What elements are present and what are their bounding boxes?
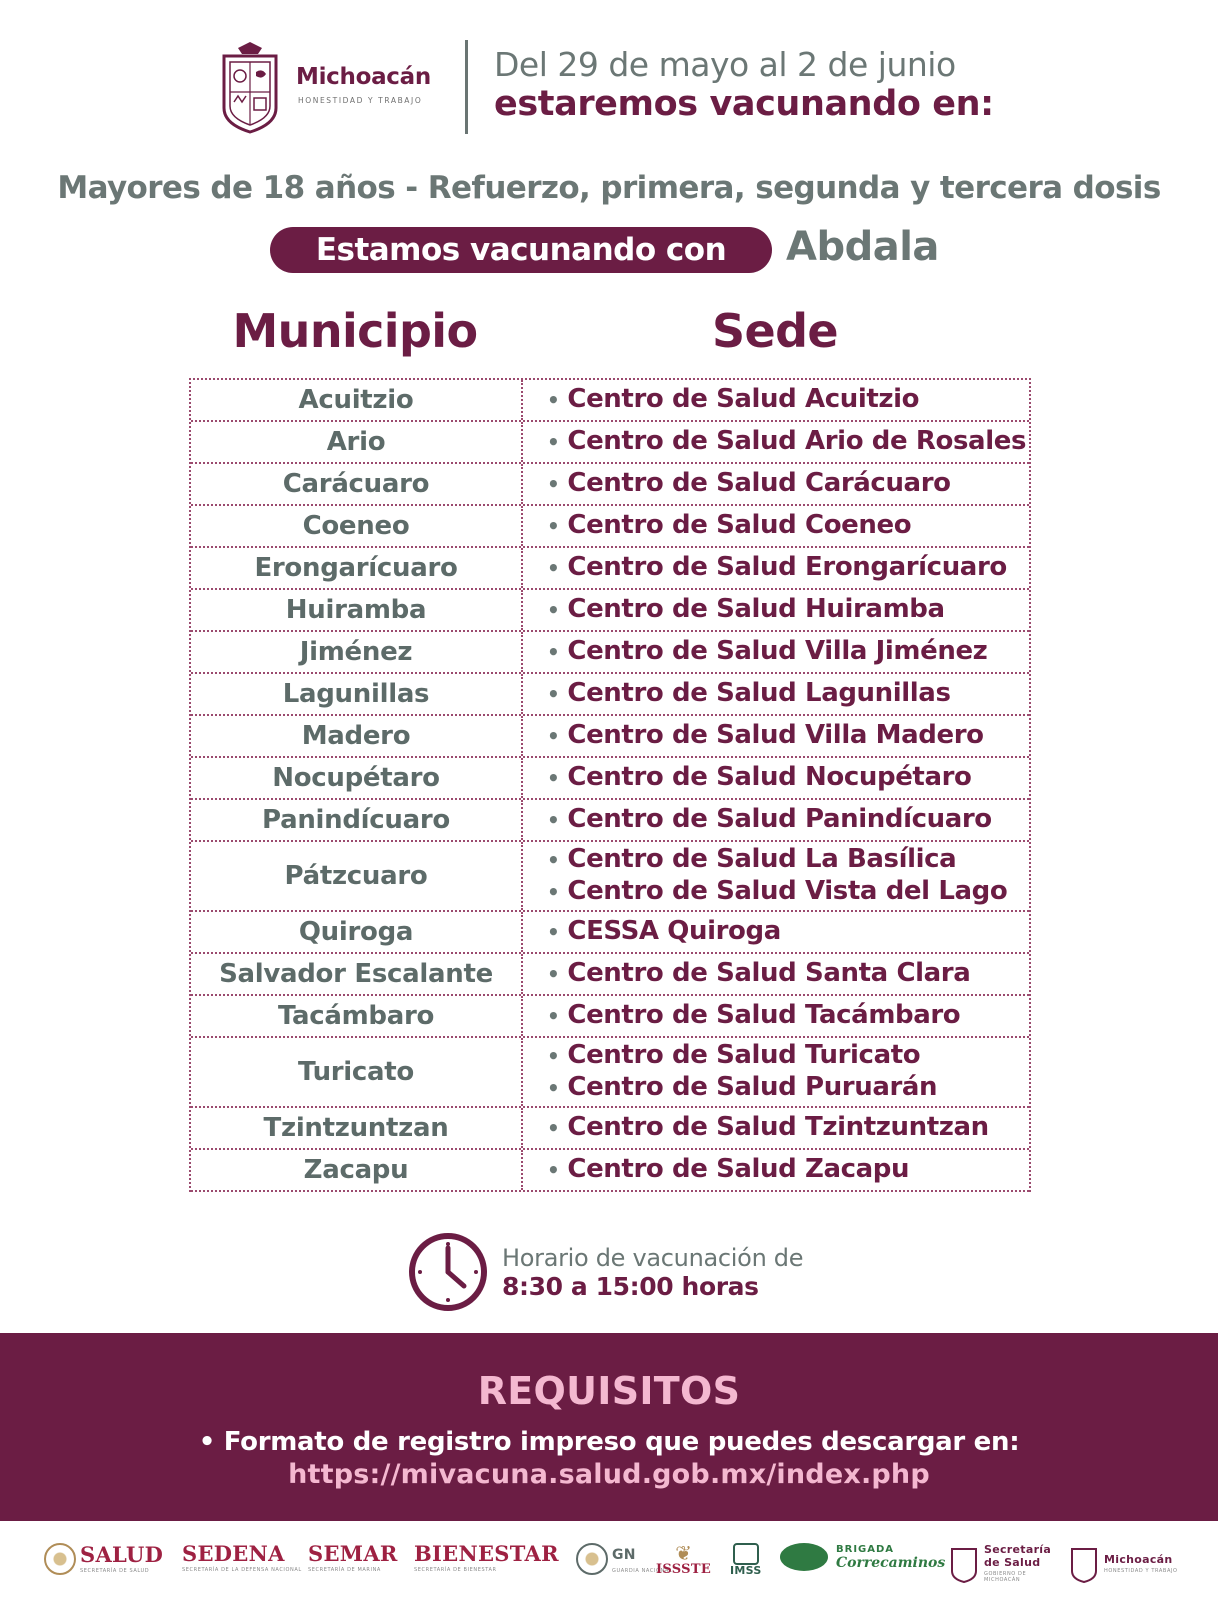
- sede-cell: [523, 1108, 1029, 1148]
- sede-name: CESSA Quiroga: [567, 916, 781, 946]
- sede-name: Centro de Salud Lagunillas: [567, 678, 951, 708]
- table-row: [191, 716, 1029, 758]
- sede-item: [547, 384, 1029, 416]
- sede-name: Centro de Salud Tacámbaro: [567, 1000, 961, 1030]
- bullet-icon: •: [547, 556, 560, 580]
- sede-item: [547, 804, 1029, 836]
- municipio-cell: Nocupétaro: [191, 758, 523, 798]
- sponsor-logos: [0, 1531, 1218, 1600]
- bullet-icon: •: [547, 598, 560, 622]
- sede-item: [547, 1072, 1029, 1104]
- sede-cell: [523, 464, 1029, 504]
- bullet-icon: •: [547, 766, 560, 790]
- eagle-seal-icon: [44, 1543, 76, 1575]
- brand-name: Michoacán: [296, 64, 431, 90]
- municipio-cell: Jiménez: [191, 632, 523, 672]
- sede-name: Centro de Salud Turicato: [567, 1040, 921, 1070]
- issste-logo: ❦ ISSSTE: [656, 1541, 712, 1577]
- target-audience: Mayores de 18 años - Refuerzo, primera, segunda y tercera dosis: [57, 170, 1161, 206]
- sede-item: [547, 762, 1029, 794]
- municipio-cell: Huiramba: [191, 590, 523, 630]
- table-row: [191, 996, 1029, 1038]
- schedule-label: Horario de vacunación de: [502, 1244, 804, 1272]
- table-row: [191, 912, 1029, 954]
- sede-name: Centro de Salud Acuitzio: [567, 384, 920, 414]
- municipio-cell: Erongarícuaro: [191, 548, 523, 588]
- sede-item: [547, 916, 1029, 948]
- requirements-title: REQUISITOS: [477, 1369, 741, 1413]
- sede-cell: [523, 758, 1029, 798]
- table-row: [191, 1038, 1029, 1108]
- sede-cell: [523, 912, 1029, 952]
- table-row: [191, 464, 1029, 506]
- michoacan-crest-icon: [218, 38, 282, 136]
- gn-seal-icon: [576, 1543, 608, 1575]
- sede-item: [547, 1154, 1029, 1186]
- sedena-logo: SEDENA SECRETARÍA DE LA DEFENSA NACIONAL: [182, 1541, 302, 1573]
- bullet-icon: •: [547, 388, 560, 412]
- table-row: [191, 506, 1029, 548]
- column-header-sede: Sede: [711, 304, 839, 358]
- sede-cell: [523, 842, 1029, 910]
- municipio-cell: Pátzcuaro: [191, 842, 523, 910]
- bullet-icon: •: [547, 1044, 560, 1068]
- bullet-icon: •: [547, 920, 560, 944]
- bullet-icon: •: [547, 430, 560, 454]
- sede-item: [547, 510, 1029, 542]
- brand-motto: HONESTIDAD Y TRABAJO: [298, 96, 423, 105]
- sede-item: [547, 594, 1029, 626]
- bullet-icon: •: [547, 682, 560, 706]
- table-row: [191, 380, 1029, 422]
- campaign-dates: Del 29 de mayo al 2 de junio: [494, 45, 956, 84]
- municipio-cell: Coeneo: [191, 506, 523, 546]
- sede-name: Centro de Salud La Basílica: [567, 844, 957, 874]
- sede-name: Centro de Salud Tzintzuntzan: [567, 1112, 989, 1142]
- sede-item: [547, 876, 1029, 908]
- column-header-municipio: Municipio: [232, 304, 478, 358]
- sede-cell: [523, 422, 1029, 462]
- sede-cell: [523, 674, 1029, 714]
- bullet-icon: •: [547, 848, 560, 872]
- sede-cell: [523, 1150, 1029, 1190]
- sede-name: Centro de Salud Coeneo: [567, 510, 912, 540]
- sede-name: Centro de Salud Ario de Rosales: [567, 426, 1027, 456]
- municipio-cell: Acuitzio: [191, 380, 523, 420]
- requirements-section: [0, 1333, 1218, 1521]
- sede-item: [547, 844, 1029, 876]
- sede-name: Centro de Salud Santa Clara: [567, 958, 971, 988]
- bienestar-logo: BIENESTAR SECRETARÍA DE BIENESTAR: [414, 1541, 559, 1573]
- table-row: [191, 954, 1029, 996]
- sede-name: Centro de Salud Villa Jiménez: [567, 636, 988, 666]
- municipio-cell: Zacapu: [191, 1150, 523, 1190]
- bullet-icon: •: [547, 640, 560, 664]
- sede-cell: [523, 954, 1029, 994]
- sede-item: [547, 1112, 1029, 1144]
- imss-emblem-icon: [733, 1543, 759, 1565]
- sede-name: Centro de Salud Puruarán: [567, 1072, 938, 1102]
- sede-cell: [523, 632, 1029, 672]
- vaccination-sites-table: [189, 378, 1031, 1192]
- sede-name: Centro de Salud Nocupétaro: [567, 762, 972, 792]
- municipio-cell: Turicato: [191, 1038, 523, 1106]
- brigada-correcaminos-logo: BRIGADA Correcaminos: [780, 1543, 945, 1571]
- sede-name: Centro de Salud Zacapu: [567, 1154, 910, 1184]
- table-row: [191, 758, 1029, 800]
- campaign-headline: estaremos vacunando en:: [494, 84, 994, 124]
- sede-cell: [523, 548, 1029, 588]
- salud-logo: SALUD SECRETARÍA DE SALUD: [44, 1543, 163, 1575]
- sede-item: [547, 426, 1029, 458]
- imss-logo: IMSS: [730, 1543, 762, 1577]
- municipio-cell: Ario: [191, 422, 523, 462]
- sede-item: [547, 636, 1029, 668]
- sede-item: [547, 1040, 1029, 1072]
- sede-cell: [523, 996, 1029, 1036]
- sede-item: [547, 468, 1029, 500]
- municipio-cell: Tzintzuntzan: [191, 1108, 523, 1148]
- sede-name: Centro de Salud Carácuaro: [567, 468, 951, 498]
- table-row: [191, 674, 1029, 716]
- bullet-icon: •: [547, 808, 560, 832]
- sede-name: Centro de Salud Erongarícuaro: [567, 552, 1007, 582]
- sede-item: [547, 1000, 1029, 1032]
- table-row: [191, 632, 1029, 674]
- bullet-icon: •: [547, 514, 560, 538]
- municipio-cell: Madero: [191, 716, 523, 756]
- sede-cell: [523, 380, 1029, 420]
- semar-logo: SEMAR SECRETARÍA DE MARINA: [308, 1541, 398, 1573]
- municipio-cell: Salvador Escalante: [191, 954, 523, 994]
- sede-name: Centro de Salud Villa Madero: [567, 720, 984, 750]
- registration-url-link[interactable]: https://mivacuna.salud.gob.mx/index.php: [288, 1459, 930, 1490]
- header: [0, 34, 1218, 140]
- table-row: [191, 842, 1029, 912]
- table-row: [191, 1150, 1029, 1192]
- sede-cell: [523, 590, 1029, 630]
- clock-icon: [408, 1232, 488, 1312]
- table-row: [191, 800, 1029, 842]
- michoacan-crest-small-icon: [950, 1543, 978, 1583]
- guardia-nacional-logo: GN GUARDIA NACIONAL: [576, 1543, 672, 1575]
- michoacan-footer-logo: Michoacán HONESTIDAD Y TRABAJO: [1070, 1543, 1178, 1583]
- municipio-cell: Tacámbaro: [191, 996, 523, 1036]
- bullet-icon: •: [547, 880, 560, 904]
- bullet-icon: •: [547, 1004, 560, 1028]
- secretaria-salud-michoacan-logo: Secretaría de Salud GOBIERNO DE MICHOACÁN: [950, 1543, 1046, 1583]
- sede-item: [547, 552, 1029, 584]
- table-row: [191, 590, 1029, 632]
- sede-name: Centro de Salud Panindícuaro: [567, 804, 992, 834]
- michoacan-crest-footer-icon: [1070, 1543, 1098, 1583]
- table-row: [191, 1108, 1029, 1150]
- municipio-cell: Carácuaro: [191, 464, 523, 504]
- issste-emblem-icon: ❦: [675, 1541, 692, 1565]
- bullet-icon: •: [547, 962, 560, 986]
- sede-cell: [523, 1038, 1029, 1106]
- schedule-hours: 8:30 a 15:00 horas: [502, 1272, 759, 1301]
- bullet-icon: •: [547, 1116, 560, 1140]
- sede-name: Centro de Salud Vista del Lago: [567, 876, 1008, 906]
- sede-name: Centro de Salud Huiramba: [567, 594, 945, 624]
- table-row: [191, 548, 1029, 590]
- roadrunner-icon: [780, 1543, 828, 1571]
- bullet-icon: •: [547, 1076, 560, 1100]
- bullet-icon: •: [547, 472, 560, 496]
- vaccine-name: Abdala: [786, 224, 939, 270]
- municipio-cell: Quiroga: [191, 912, 523, 952]
- sede-cell: [523, 506, 1029, 546]
- table-row: [191, 422, 1029, 464]
- requirements-item: • Formato de registro impreso que puedes descargar en:: [198, 1427, 1020, 1457]
- municipio-cell: Lagunillas: [191, 674, 523, 714]
- bullet-icon: •: [547, 724, 560, 748]
- bullet-icon: •: [547, 1158, 560, 1182]
- vaccine-label-pill: Estamos vacunando con: [270, 227, 772, 273]
- header-divider: [465, 40, 468, 134]
- sede-item: [547, 958, 1029, 990]
- sede-item: [547, 678, 1029, 710]
- sede-cell: [523, 716, 1029, 756]
- sede-cell: [523, 800, 1029, 840]
- municipio-cell: Panindícuaro: [191, 800, 523, 840]
- sede-item: [547, 720, 1029, 752]
